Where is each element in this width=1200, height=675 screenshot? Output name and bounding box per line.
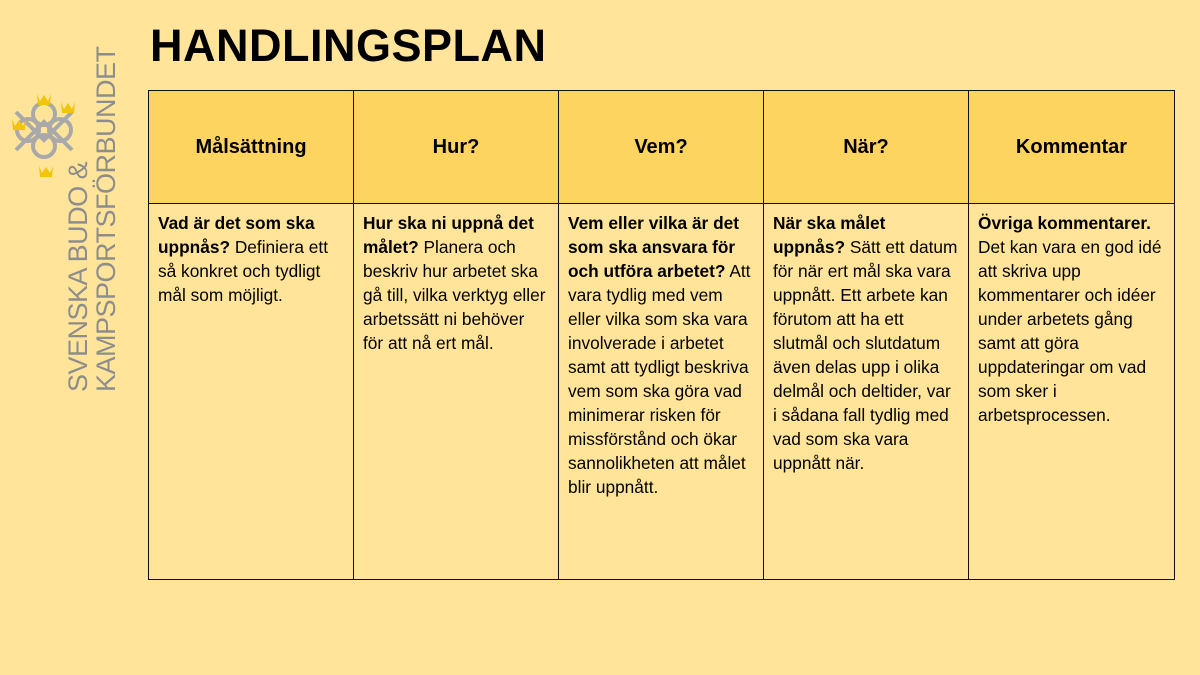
- cell-body-text: Att vara tydlig med vem eller vilka som ska vara involverade i arbetet samt att tydligt beskriva vem som ska göra vad minimerar risken för missförstånd och ökar sannolikheten att målet blir uppnått.: [568, 261, 751, 497]
- page-title: HANDLINGSPLAN: [150, 20, 547, 71]
- column-header-how: Hur?: [354, 91, 559, 204]
- comment-description-cell: [969, 204, 1175, 580]
- column-header-comment: Kommentar: [969, 91, 1175, 204]
- action-plan-table: [148, 90, 1175, 580]
- cell-body-text: Planera och beskriv hur arbetet ska gå till, vilka verktyg eller arbetssätt ni behöver för att nå ert mål.: [363, 237, 546, 353]
- cell-lead-question: Vad är det som ska uppnås?: [158, 213, 315, 257]
- cell-body-text: Definiera ett så konkret och tydligt mål som möjligt.: [158, 237, 328, 305]
- cell-lead-question: Övriga kommentarer.: [978, 213, 1151, 233]
- who-description-cell: [559, 204, 764, 580]
- organization-name-line1: SVENSKA BUDO &: [63, 161, 93, 392]
- how-description-cell: [354, 204, 559, 580]
- column-header-goal: Målsättning: [149, 91, 354, 204]
- when-description-cell: [764, 204, 969, 580]
- cell-body-text: Sätt ett datum för när ert mål ska vara uppnått. Ett arbete kan förutom att ha ett slutmål och slutdatum även delas upp i olika delmål och deltider, var i sådana fall tydlig med vad som ska vara uppnått när.: [773, 237, 958, 473]
- goal-description-cell: [149, 204, 354, 580]
- organization-name-line2: KAMPSPORTSFÖRBUNDET: [91, 46, 121, 392]
- cell-body-text: Det kan vara en god idé att skriva upp kommentarer och idéer under arbetets gång samt att göra uppdateringar om vad som sker i arbetsprocessen.: [978, 237, 1162, 425]
- table-header-row: [149, 91, 1175, 204]
- table-row: [149, 204, 1175, 580]
- column-header-when: När?: [764, 91, 969, 204]
- cell-lead-question: När ska målet uppnås?: [773, 213, 886, 257]
- organization-name: [64, 46, 120, 392]
- cell-lead-question: Vem eller vilka är det som ska ansvara för och utföra arbetet?: [568, 213, 739, 281]
- column-header-who: Vem?: [559, 91, 764, 204]
- cell-lead-question: Hur ska ni uppnå det målet?: [363, 213, 534, 257]
